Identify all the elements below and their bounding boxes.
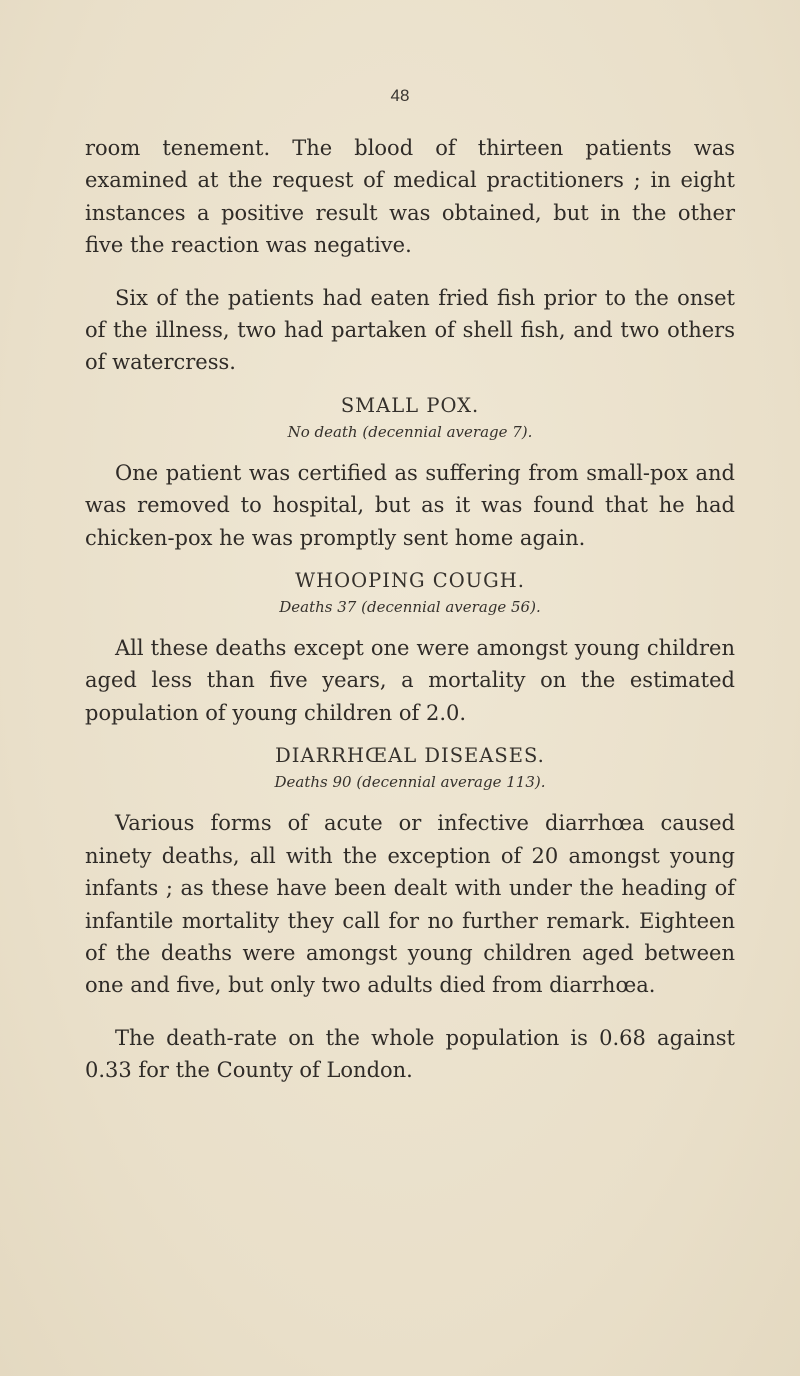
section-heading-small-pox: SMALL POX. bbox=[340, 393, 480, 417]
paragraph-diarrhoea: Various forms of acute or infective diarrhœa caused ninety deaths, all with the exception of 20 amongst young infants ; as these have been dealt with under the heading of infantile mortality they call for no further remark. Eighteen of the deaths were amongst young children aged between one and five, but only two adults died from diarrhœa. bbox=[85, 811, 735, 998]
page-body bbox=[85, 132, 735, 1087]
page-number: 48 bbox=[390, 86, 410, 105]
paragraph-blood-examination: room tenement. The blood of thirteen patients was examined at the request of medical practitioners ; in eight instances a positive result was obtained, but in the other five the reaction was negative. bbox=[85, 136, 735, 258]
section-subheading-whooping-cough: Deaths 37 (decennial average 56). bbox=[279, 598, 541, 617]
paragraph-gap bbox=[85, 1002, 735, 1022]
paragraph-death-rate: The death-rate on the whole population is 0.68 against 0.33 for the County of London. bbox=[85, 1025, 735, 1083]
paragraph-gap bbox=[85, 262, 735, 282]
paragraph-small-pox: One patient was certified as suffering from small-pox and was removed to hospital, but as it was found that he had chicken-pox he was promptly sent home again. bbox=[85, 460, 735, 550]
paragraph-fish-consumption: Six of the patients had eaten fried fish prior to the onset of the illness, two had partaken of shell fish, and two others of watercress. bbox=[85, 285, 735, 375]
section-subheading-diarrhoeal-diseases: Deaths 90 (decennial average 113). bbox=[274, 773, 546, 792]
paragraph-whooping-cough: All these deaths except one were amongst young children aged less than five years, a mortality on the estimated population of young children of 2.0. bbox=[85, 636, 735, 725]
section-subheading-small-pox: No death (decennial average 7). bbox=[287, 422, 533, 441]
section-heading-diarrhoeal-diseases: DIARRHŒAL DISEASES. bbox=[275, 744, 545, 768]
section-heading-whooping-cough: WHOOPING COUGH. bbox=[295, 569, 525, 593]
